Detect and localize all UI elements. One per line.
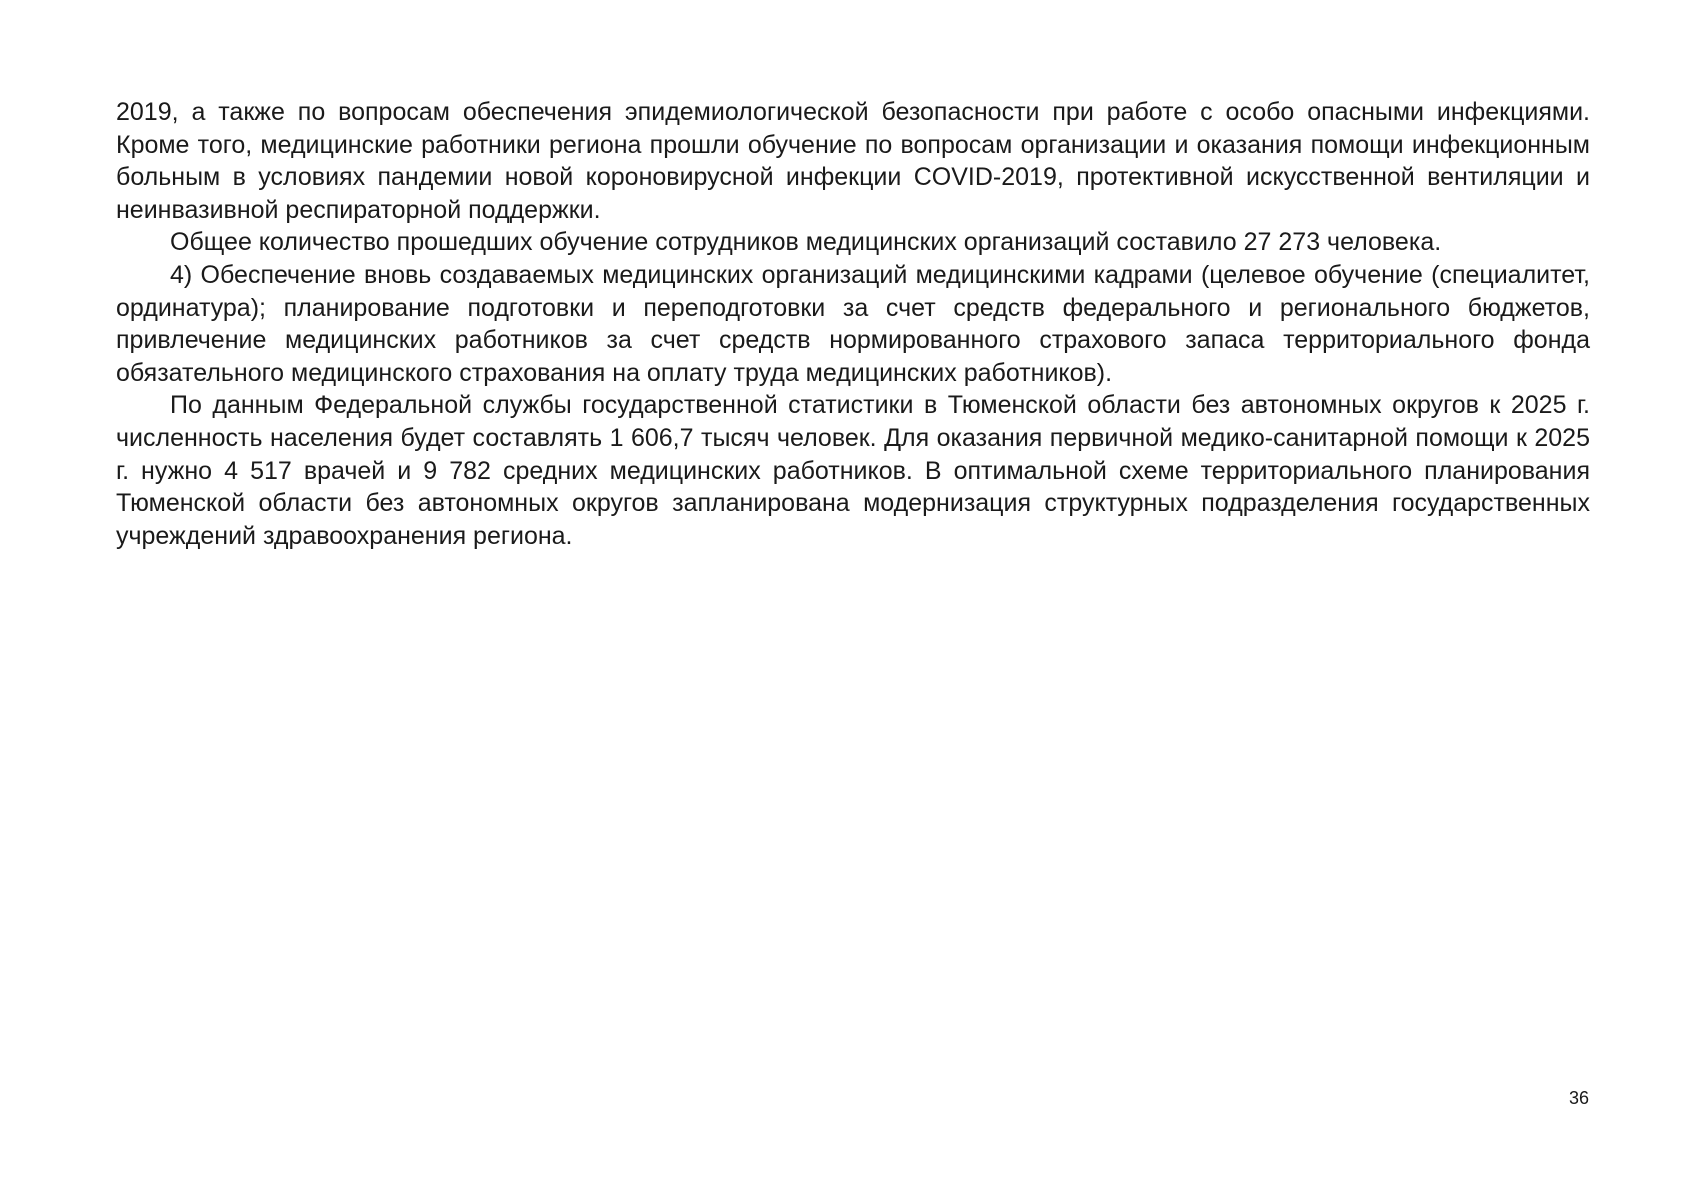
paragraph-training-total: Общее количество прошедших обучение сотрудников медицинских организаций составило 27 273 человека. [170,228,1442,257]
paragraph-statistics: По данным Федеральной службы государственной статистики в Тюменской области без автономных округов к 2025 г. численность населения будет составлять 1 606,7 тысяч человек. Для оказания первичной медико-санитарной помощи к 2025 г. нужно 4 517 врачей и 9 782 средних медицинских работников. В оптимальной схеме территориального планирования Тюменской области без автономных округов запланирована модернизация структурных подразделения государственных учреждений здравоохранения региона. [116,391,1590,550]
paragraph-continuation: 2019, а также по вопросам обеспечения эпидемиологической безопасности при работе с особо опасными инфекциями. Кроме того, медицинские работники региона прошли обучение по вопросам организации и оказания помощи инфекционным больным в условиях пандемии новой короновирусной инфекции COVID-2019, протективной искусственной вентиляции и неинвазивной респираторной поддержки. [116,98,1590,224]
paragraph-staffing: 4) Обеспечение вновь создаваемых медицинских организаций медицинскими кадрами (целевое обучение (специалитет, ординатура); планирование подготовки и переподготовки за счет средств федерального и регионального бюджетов, привлечение медицинских работников за счет средств нормированного страхового запаса территориального фонда обязательного медицинского страхования на оплату труда медицинских работников). [116,260,1590,387]
body-text [116,96,1590,552]
page-number: 36 [1568,1088,1589,1108]
